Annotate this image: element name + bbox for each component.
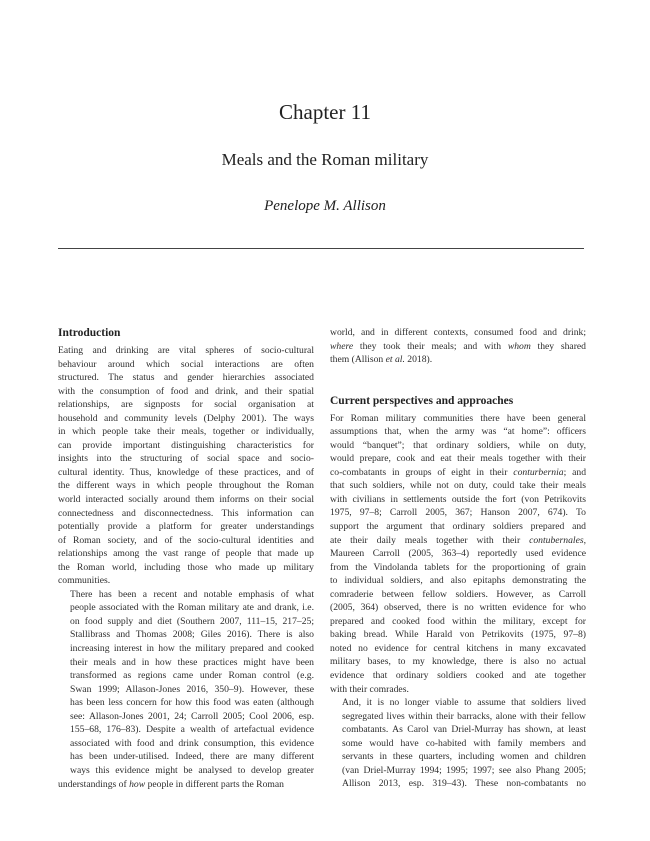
text-line: would “banquet”; that ordinary soldiers, while on duty,	[330, 439, 586, 451]
text-line: their meals and in how these practices might have been	[70, 656, 314, 668]
text-fragment: co-combatants in groups of eight in their	[330, 466, 514, 478]
text-fragment: people in different parts the Roman	[145, 778, 284, 790]
text-line: see: Allason-Jones 2001, 24; Carroll 2005; Cool 2006, esp.	[70, 710, 314, 722]
text-line: assumptions that, when the army was “at home”: officers	[330, 426, 586, 438]
text-fragment: they took their meals; and with	[353, 340, 508, 352]
text-line: 1975, 97–8; Carroll 2005, 367; Hanson 2007, 674). To	[330, 507, 586, 519]
section-heading-introduction: Introduction	[58, 327, 121, 339]
text-line: communities.	[58, 575, 111, 587]
text-line: people associated with the Roman military ate and drank, i.e.	[70, 602, 314, 614]
text-line: For Roman military communities there have been general	[330, 412, 586, 424]
chapter-number: Chapter 11	[279, 100, 371, 124]
intro-paragraph-2-last-line	[58, 778, 314, 792]
text-fragment: understandings of	[58, 778, 130, 790]
text-fragment: ate their daily meals together with their	[330, 534, 530, 546]
text-fragment: them (Allison	[330, 354, 386, 366]
continuation-line	[330, 353, 586, 367]
text-fragment: ; and	[563, 466, 587, 478]
emphasis-text: whom	[507, 340, 531, 352]
text-line: has been less concern for how this food was eaten (although	[70, 697, 314, 709]
text-line: servants in these quarters, including women and children	[342, 751, 586, 763]
text-line: potentially provide a platform for greater understandings	[58, 521, 314, 533]
text-line: with civilians in settlements outside the fort (von Petrikovits	[330, 493, 586, 505]
text-line: to individual soldiers, and also epitaphs demonstrating the	[330, 575, 586, 587]
text-line: noted no evidence for central kitchens in many excavated	[330, 642, 586, 654]
right-column	[330, 326, 586, 791]
continuation-line	[330, 340, 586, 354]
text-line: has been under-utilised. Indeed, there are many different	[70, 751, 314, 763]
continuation-line: world, and in different contexts, consumed food and drink;	[330, 327, 586, 338]
text-fragment: they shared	[530, 340, 586, 352]
text-line: structured. The status and gender hierarchies associated	[58, 372, 314, 384]
perspectives-line	[330, 466, 586, 480]
text-line: baking bread. While Harald von Petrikovits (1975, 97–8)	[330, 629, 586, 641]
section-gap	[330, 367, 586, 394]
text-line: in which people take their meals, together or individually,	[58, 426, 314, 438]
text-line: prepared and cooked food within the military, except for	[330, 615, 586, 627]
intro-paragraph-2	[58, 588, 314, 778]
emphasis-text: contubernales	[529, 534, 584, 546]
text-fragment: ,	[583, 534, 586, 546]
text-line: support the argument that ordinary soldiers prepared and	[330, 521, 586, 533]
text-line: with their comrades.	[330, 683, 409, 695]
text-line: Swan 1999; Allason-Jones 2016, 350–9). However, these	[70, 683, 314, 695]
text-line: segregated lives within their barracks, alone with their fellow	[342, 710, 586, 722]
text-line: of Roman society, and of the socio-cultural identities and	[58, 534, 314, 546]
emphasis-text: conturbernia	[513, 466, 564, 478]
text-line: the different ways in which people throughout the Roman	[58, 480, 314, 492]
perspectives-paragraph-1b	[330, 479, 586, 533]
text-line: insights into the structuring of social space and socio-	[58, 453, 314, 465]
text-line: some would have co-habited with family members and	[342, 737, 586, 749]
text-line: 155–68, 176–83). Despite a wealth of artefactual evidence	[70, 724, 314, 736]
text-line: transformed as regions came under Roman control (e.g.	[70, 670, 314, 682]
perspectives-line	[330, 534, 586, 548]
text-line: And, it is no longer viable to assume that soldiers lived	[342, 697, 586, 709]
left-column	[58, 326, 314, 791]
text-line: There has been a recent and notable emphasis of what	[70, 588, 314, 600]
text-line: cultural identity. Thus, knowledge of these practices, and of	[58, 466, 314, 478]
text-line: Allison 2013, esp. 319–43). These non-combatants no	[342, 778, 586, 790]
emphasis-text: where	[330, 340, 354, 352]
perspectives-paragraph-2	[330, 696, 586, 791]
text-line: world interacted socially around them informs on their social	[58, 494, 314, 506]
perspectives-paragraph-1	[330, 412, 586, 466]
emphasis-text: how	[129, 778, 146, 790]
text-line: Stallibrass and Thomas 2008; Giles 2016). There is also	[70, 629, 314, 641]
text-line: from the Vindolanda tablets for the proportioning of grain	[330, 561, 586, 573]
header-divider	[58, 248, 584, 249]
text-line: (van Driel-Murray 1994; 1995; 1997; see also Phang 2005;	[342, 764, 586, 776]
text-line: ways this evidence might be analysed to develop greater	[70, 764, 314, 776]
chapter-author: Penelope M. Allison	[264, 198, 386, 214]
perspectives-paragraph-1c	[330, 547, 586, 696]
text-line: combatants. As Carol van Driel-Murray has shown, at least	[342, 724, 586, 736]
text-line: behaviour around which social interactions are often	[58, 358, 314, 370]
text-line: on food supply and diet (Southern 2007, 111–15, 217–25;	[70, 615, 314, 627]
text-line: with the consumption of food and drink, and their spatial	[58, 385, 314, 397]
text-line: evidence that ordinary soldiers cooked and ate together	[330, 670, 586, 682]
chapter-title: Meals and the Roman military	[221, 150, 429, 169]
text-line: would prepare, cook and eat their meals together with their	[330, 453, 586, 465]
intro-paragraph-1	[58, 344, 314, 588]
text-line: Maureen Carroll (2005, 363–4) reportedly used evidence	[330, 548, 586, 560]
text-fragment: 2018).	[404, 354, 433, 366]
text-line: military bases, to my knowledge, there is also no actual	[330, 656, 586, 668]
text-line: (2005, 364) observed, there is no written evidence for who	[330, 602, 586, 614]
text-line: relationships, are signposts for social organisation at	[58, 399, 314, 411]
text-line: household and community levels (Delphy 2001). The ways	[58, 412, 314, 424]
text-line: that such soldiers, while not on duty, could take their meals	[330, 480, 586, 492]
text-line: comraderie between fellow soldiers. However, as Carroll	[330, 588, 586, 600]
text-line: associated with food and drink consumption, this evidence	[70, 737, 314, 749]
text-line: increasing interest in how the military prepared and cooked	[70, 643, 314, 655]
text-line: Eating and drinking are vital spheres of socio-cultural	[58, 345, 314, 356]
text-line: relationships among the vast range of people that made up	[58, 548, 314, 560]
text-line: can provide important distinguishing characteristics for	[58, 439, 314, 451]
section-heading-current-perspectives: Current perspectives and approaches	[330, 394, 514, 407]
text-line: connectedness and disconnectedness. This information can	[58, 507, 314, 519]
emphasis-text: et al.	[385, 354, 405, 366]
text-line: the Roman world, including those who made up military	[58, 561, 314, 573]
